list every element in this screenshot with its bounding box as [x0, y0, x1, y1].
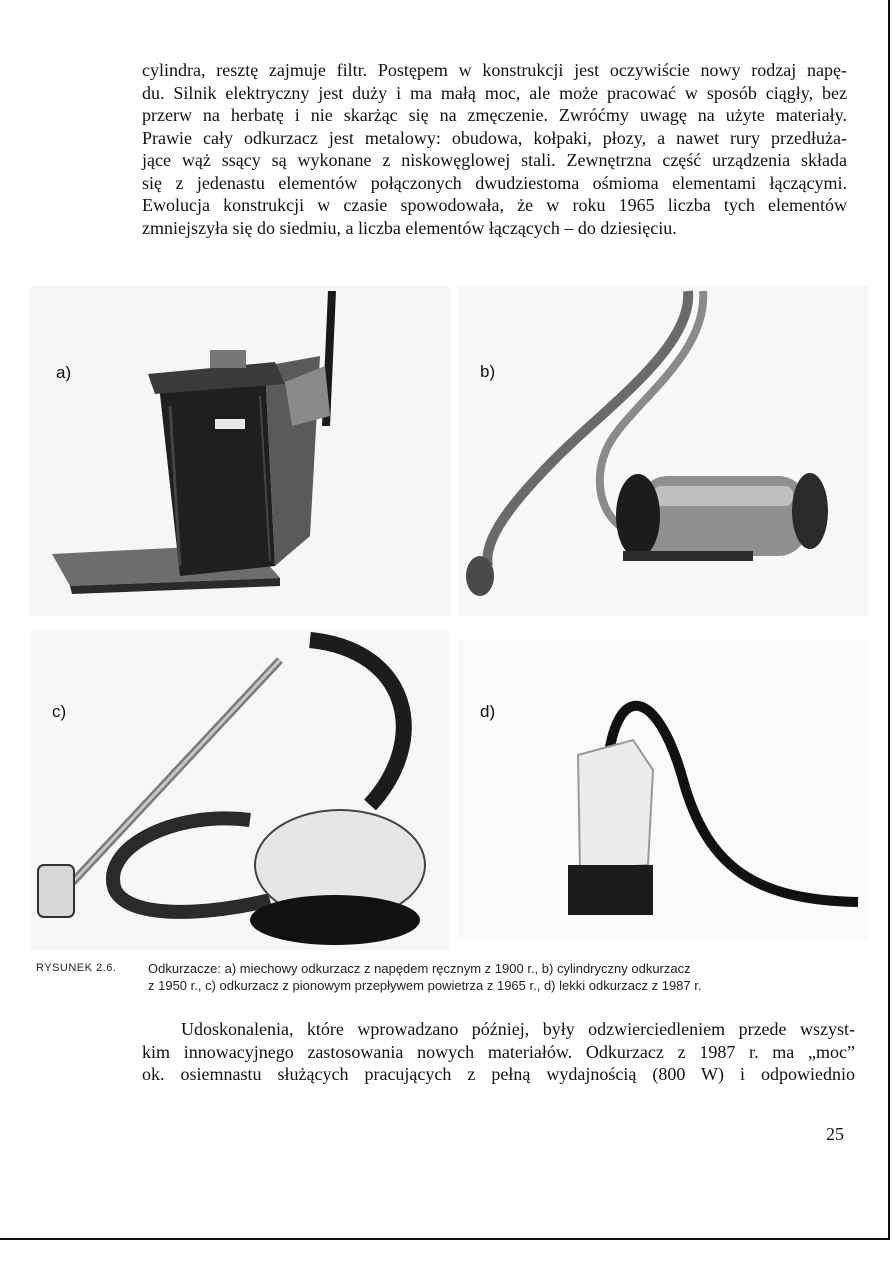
cylinder-vacuum-illustration — [458, 286, 868, 616]
text-line: Ewolucja konstrukcji w czasie spowodowała, że w roku 1965 liczba tych elementów — [142, 195, 847, 215]
text-line: cylindra, resztę zajmuje filtr. Postępem w konstrukcji jest oczywiście nowy rodzaj napę- — [142, 60, 847, 80]
text-line: się z jedenastu elementów połączonych dwudziestoma ośmioma elementami łączącymi. — [142, 172, 847, 193]
photo-b-cylinder-vacuum — [458, 286, 868, 616]
figure-label-d: d) — [480, 702, 496, 721]
paragraph-bottom — [142, 1018, 855, 1086]
figure-label-a: a) — [56, 363, 72, 382]
paragraph-top — [142, 59, 847, 239]
photo-d-lightweight-vacuum — [458, 640, 868, 940]
caption-line: z 1950 r., c) odkurzacz z pionowym przepływem powietrza z 1965 r., d) lekki odkurzacz z 1987 r. — [148, 978, 702, 993]
page-number: 25 — [826, 1124, 844, 1144]
page-edge-right — [888, 0, 890, 1240]
figure-caption-label: RYSUNEK 2.6. — [36, 962, 117, 974]
caption-line: Odkurzacze: a) miechowy odkurzacz z napędem ręcznym z 1900 r., b) cylindryczny odkurzacz — [148, 961, 691, 976]
text-line: Prawie cały odkurzacz jest metalowy: obudowa, kołpaki, płozy, a nawet rury przedłuża- — [142, 127, 847, 148]
text-line: jące wąż ssący są wykonane z niskowęglowej stali. Zewnętrzna część urządzenia składa — [142, 150, 847, 170]
text-line: ok. osiemnastu służących pracujących z pełną wydajnością (800 W) i odpowiednio — [142, 1064, 855, 1084]
figure-label-b: b) — [480, 362, 496, 381]
lightweight-vacuum-illustration — [458, 640, 868, 940]
photo-c-upright-airflow-vacuum — [30, 630, 450, 950]
text-line: kim innowacyjnego zastosowania nowych materiałów. Odkurzacz z 1987 r. ma „moc” — [142, 1041, 855, 1062]
bellows-vacuum-illustration — [30, 286, 450, 616]
upright-airflow-vacuum-illustration — [30, 630, 450, 950]
figure-caption — [148, 960, 848, 994]
text-line: zmniejszyła się do siedmiu, a liczba elementów łączących – do dziesięciu. — [142, 217, 677, 238]
text-line: przerw na herbatę i nie skarżąc się na zmęczenie. Zwróćmy uwagę na użyte materiały. — [142, 105, 847, 125]
page-edge-bottom — [0, 1238, 890, 1240]
text-line: Udoskonalenia, które wprowadzano później, były odzwierciedleniem przede wszyst- — [181, 1019, 855, 1039]
text-line: du. Silnik elektryczny jest duży i ma małą moc, ale może pracować w sposób ciągły, bez — [142, 82, 847, 103]
photo-a-bellows-vacuum — [30, 286, 450, 616]
figure-label-c: c) — [52, 702, 67, 721]
